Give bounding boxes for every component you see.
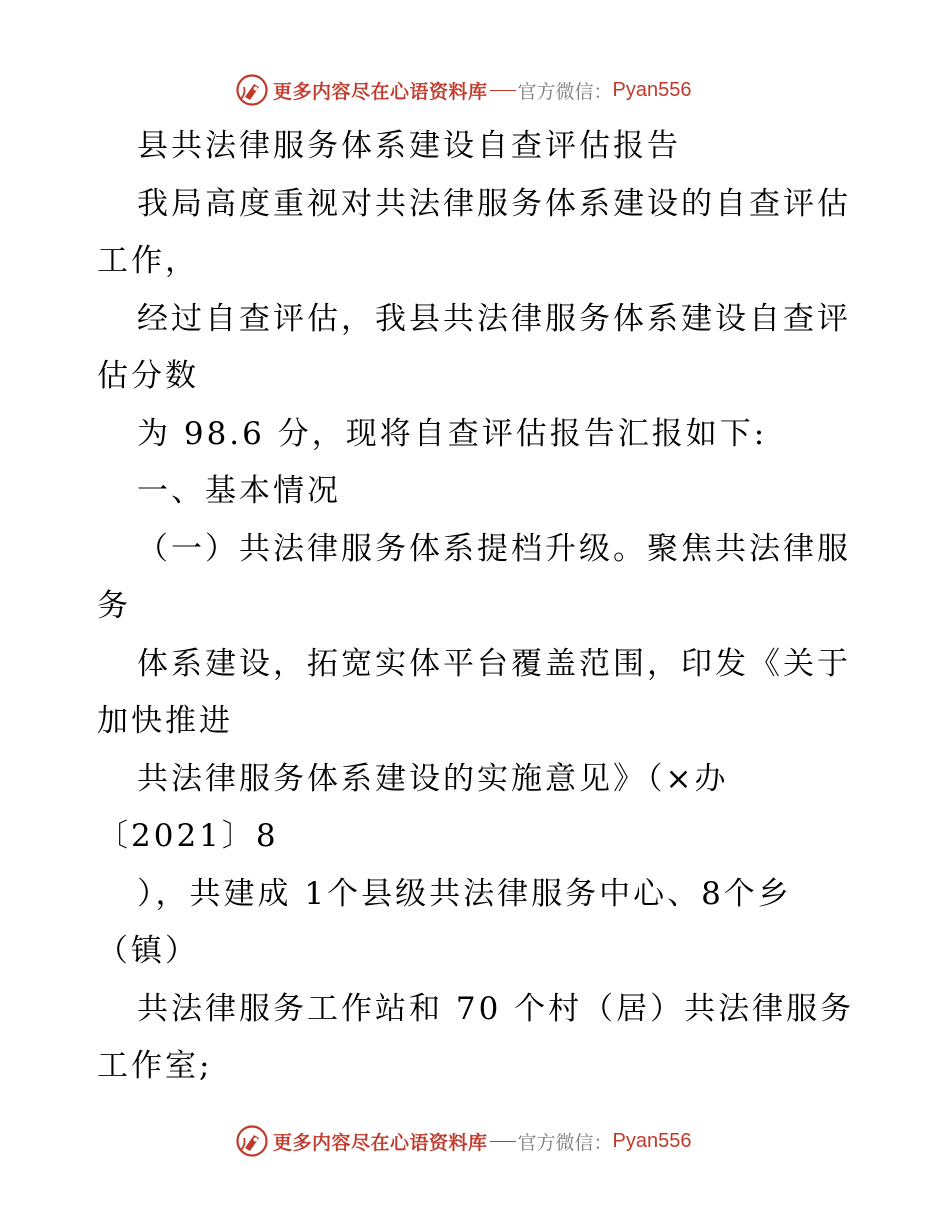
- paragraph-line: 为 98.6 分，现将自查评估报告汇报如下:: [137, 415, 768, 452]
- header-watermark-banner: [235, 71, 692, 109]
- footer-watermark-banner: [235, 1122, 692, 1160]
- paragraph-line: 加快推进: [97, 703, 233, 739]
- paragraph-line: 估分数: [97, 358, 199, 394]
- paragraph-line: 务: [97, 588, 131, 624]
- wechat-label: 官方微信：: [517, 1131, 613, 1154]
- section-heading: 一、基本情况: [137, 473, 341, 509]
- pen-nib-logo-icon: [235, 73, 269, 107]
- paragraph-line: 我局高度重视对共法律服务体系建设的自查评估: [137, 185, 851, 222]
- paragraph-line: 经过自查评估，我县共法律服务体系建设自查评: [137, 300, 851, 337]
- wechat-label: 官方微信：: [517, 80, 613, 103]
- paragraph-line: 工作室;: [97, 1048, 213, 1084]
- paragraph-line: 共法律服务工作站和 70 个村（居）共法律服务: [137, 990, 855, 1027]
- paragraph-line: 工作，: [97, 243, 199, 279]
- paragraph-line: 体系建设，拓宽实体平台覆盖范围，印发《关于: [137, 645, 851, 682]
- paragraph-line: （一）共法律服务体系提档升级。聚焦共法律服: [137, 530, 851, 567]
- banner-dash: [490, 90, 516, 91]
- site-name-text: 更多内容尽在心语资料库: [273, 80, 488, 103]
- banner-dash: [490, 1141, 516, 1142]
- wechat-id: Pyan556: [612, 78, 692, 101]
- paragraph-line: 共法律服务体系建设的实施意见》（×办: [137, 760, 729, 797]
- document-body: [97, 118, 857, 1096]
- paragraph-line: （镇）: [97, 933, 199, 969]
- document-title: 县共法律服务体系建设自查评估报告: [137, 128, 681, 164]
- paragraph-line: ），共建成 1个县级共法律服务中心、8个乡: [137, 875, 792, 912]
- wechat-id: Pyan556: [612, 1129, 692, 1152]
- site-name-text: 更多内容尽在心语资料库: [273, 1131, 488, 1154]
- paragraph-line: 〔2021〕8: [97, 818, 279, 854]
- pen-nib-logo-icon: [235, 1124, 269, 1158]
